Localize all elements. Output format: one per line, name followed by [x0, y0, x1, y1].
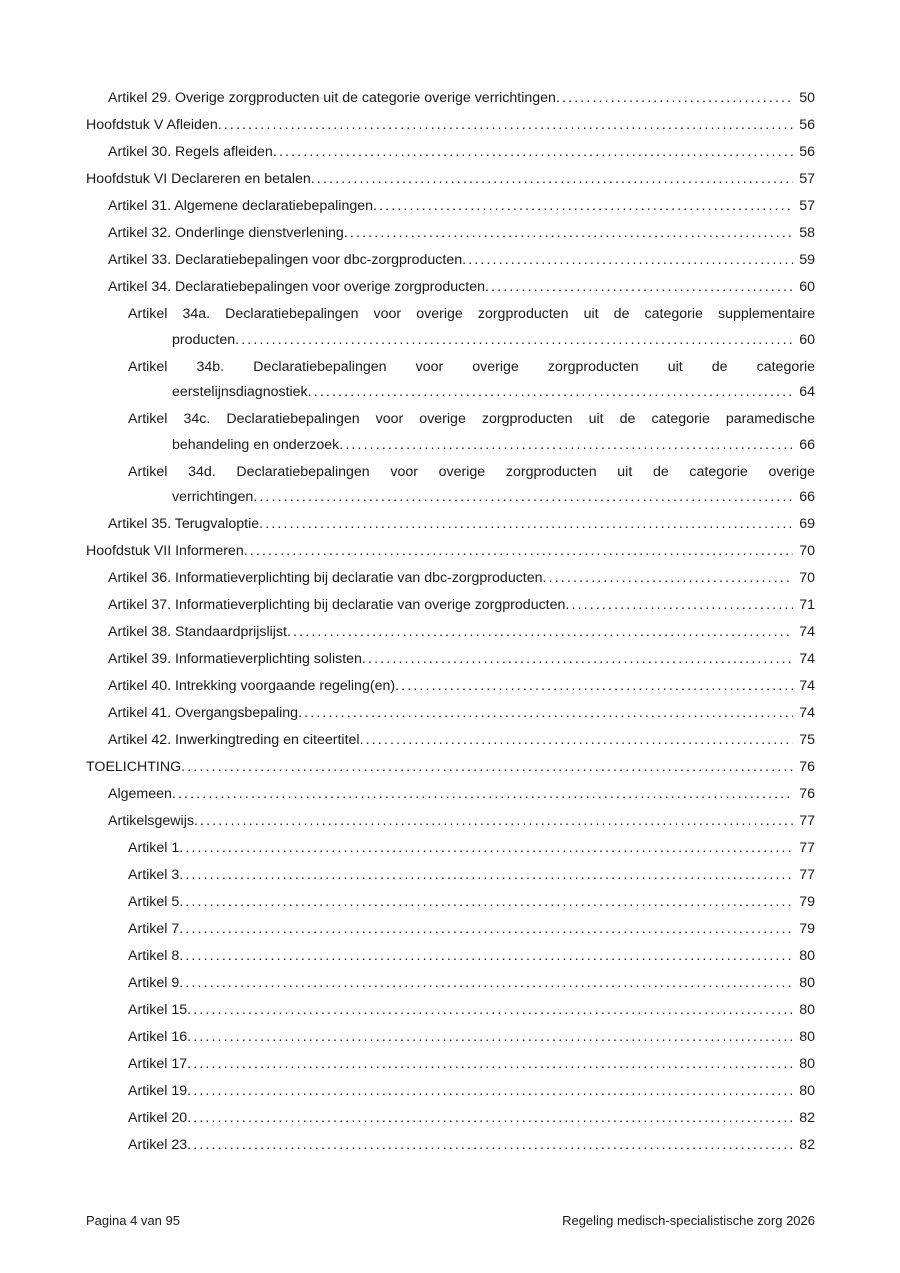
- dot-leader: [462, 248, 793, 274]
- toc-entry[interactable]: [86, 728, 815, 754]
- toc-entry[interactable]: [86, 275, 815, 301]
- toc-entry[interactable]: [86, 1106, 815, 1132]
- dot-leader: [565, 593, 793, 619]
- toc-entry-page: 60: [799, 279, 815, 295]
- toc-entry-title: Artikel 32. Onderlinge dienstverlening: [108, 225, 344, 241]
- toc-entry-page: 74: [799, 651, 815, 667]
- toc-entry-page: 56: [799, 144, 815, 160]
- toc-entry[interactable]: [86, 1025, 815, 1051]
- document-title: Regeling medisch-specialistische zorg 2026: [562, 1213, 815, 1228]
- toc-entry-title: Artikel 1: [128, 840, 180, 856]
- toc-entry[interactable]: [86, 539, 815, 565]
- toc-entry[interactable]: [86, 782, 815, 808]
- toc-entry-page: 76: [799, 759, 815, 775]
- dot-leader: [179, 836, 793, 862]
- toc-entry[interactable]: [86, 674, 815, 700]
- toc-entry-page: 80: [799, 975, 815, 991]
- toc-entry-page: 77: [799, 867, 815, 883]
- toc-entry-title: Algemeen: [108, 786, 172, 802]
- dot-leader: [339, 433, 793, 459]
- dot-leader: [179, 944, 793, 970]
- toc-entry[interactable]: [86, 863, 815, 889]
- toc-entry-page: 80: [799, 948, 815, 964]
- toc-entry[interactable]: [86, 566, 815, 592]
- toc-entry[interactable]: [86, 167, 815, 193]
- toc-entry[interactable]: [86, 593, 815, 619]
- toc-entry-page: 74: [799, 705, 815, 721]
- table-of-contents: [86, 86, 815, 1160]
- dot-leader: [172, 782, 793, 808]
- toc-entry-title: Artikel 41. Overgangsbepaling: [108, 705, 299, 721]
- page-footer: [86, 1213, 815, 1228]
- toc-entry-page: 75: [799, 732, 815, 748]
- toc-entry-page: 56: [799, 117, 815, 133]
- toc-entry[interactable]: [86, 809, 815, 835]
- dot-leader: [187, 1079, 793, 1105]
- dot-leader: [194, 809, 793, 835]
- toc-entry-page: 60: [799, 331, 815, 348]
- dot-leader: [362, 647, 793, 673]
- toc-entry[interactable]: [86, 836, 815, 862]
- dot-leader: [311, 167, 793, 193]
- toc-entry-page: 82: [799, 1137, 815, 1153]
- dot-leader: [179, 917, 793, 943]
- dot-leader: [344, 221, 793, 247]
- toc-entry-title: Artikel 5: [128, 894, 180, 910]
- toc-entry[interactable]: [86, 1133, 815, 1159]
- toc-entry-title: Artikel 35. Terugvaloptie: [108, 516, 260, 532]
- dot-leader: [179, 863, 793, 889]
- toc-entry-page: 50: [799, 90, 815, 106]
- toc-entry[interactable]: [86, 194, 815, 220]
- dot-leader: [187, 998, 793, 1024]
- toc-entry-title: Artikel 38. Standaardprijslijst: [108, 624, 287, 640]
- toc-entry-title: Artikel 9: [128, 975, 180, 991]
- toc-entry-title: Artikelsgewijs: [108, 813, 194, 829]
- toc-entry-title: Artikel 23: [128, 1137, 188, 1153]
- toc-entry-title: Artikel 20: [128, 1110, 188, 1126]
- toc-entry-title-line1: Artikel 34d. Declaratiebepalingen voor overige zorgproducten uit de categorie overige: [128, 463, 815, 480]
- toc-entry-title: Artikel 8: [128, 948, 180, 964]
- toc-entry[interactable]: [86, 302, 815, 353]
- toc-entry-title: Artikel 30. Regels afleiden: [108, 144, 273, 160]
- toc-entry-title-line2: verrichtingen: [172, 489, 254, 505]
- dot-leader: [287, 620, 793, 646]
- toc-entry[interactable]: [86, 755, 815, 781]
- toc-entry-page: 58: [799, 225, 815, 241]
- dot-leader: [259, 512, 793, 538]
- dot-leader: [373, 194, 793, 220]
- toc-entry[interactable]: [86, 1052, 815, 1078]
- toc-entry[interactable]: [86, 221, 815, 247]
- toc-entry-title: Artikel 19: [128, 1083, 188, 1099]
- dot-leader: [244, 539, 793, 565]
- toc-entry-page: 64: [799, 384, 815, 400]
- toc-entry[interactable]: [86, 944, 815, 970]
- toc-entry-page: 82: [799, 1110, 815, 1126]
- toc-entry-page: 80: [799, 1083, 815, 1099]
- toc-entry-page: 70: [799, 543, 815, 559]
- dot-leader: [360, 728, 793, 754]
- toc-entry-title: Artikel 37. Informatieverplichting bij declaratie van overige zorgproducten: [108, 597, 566, 613]
- toc-entry-title: Artikel 39. Informatieverplichting solisten: [108, 651, 362, 667]
- dot-leader: [253, 485, 793, 511]
- toc-entry-title: Artikel 34. Declaratiebepalingen voor overige zorgproducten: [108, 279, 485, 295]
- dot-leader: [187, 1052, 793, 1078]
- toc-entry-page: 74: [799, 624, 815, 640]
- toc-entry-page: 80: [799, 1029, 815, 1045]
- dot-leader: [187, 1133, 793, 1159]
- toc-entry-title: Artikel 36. Informatieverplichting bij declaratie van dbc-zorgproducten: [108, 570, 543, 586]
- toc-entry[interactable]: [86, 1079, 815, 1105]
- toc-entry[interactable]: [86, 620, 815, 646]
- toc-entry-page: 57: [799, 198, 815, 214]
- toc-entry-page: 76: [799, 786, 815, 802]
- toc-entry[interactable]: [86, 140, 815, 166]
- dot-leader: [181, 755, 793, 781]
- toc-entry-title-line2: producten: [172, 331, 236, 348]
- toc-entry[interactable]: [86, 407, 815, 458]
- toc-entry-page: 80: [799, 1056, 815, 1072]
- toc-entry[interactable]: [86, 917, 815, 943]
- toc-entry-title-line1: Artikel 34c. Declaratiebepalingen voor overige zorgproducten uit de categorie paramedische: [128, 411, 815, 427]
- dot-leader: [187, 1025, 793, 1051]
- toc-entry-title: Artikel 3: [128, 867, 180, 883]
- toc-entry-title: Hoofdstuk VII Informeren: [86, 543, 244, 559]
- toc-entry[interactable]: [86, 890, 815, 916]
- toc-entry-title-line2: eerstelijnsdiagnostiek: [172, 384, 308, 400]
- toc-entry[interactable]: [86, 86, 815, 112]
- dot-leader: [556, 86, 793, 112]
- toc-entry[interactable]: [86, 248, 815, 274]
- toc-entry[interactable]: [86, 460, 815, 511]
- toc-entry[interactable]: [86, 113, 815, 139]
- dot-leader: [273, 140, 793, 166]
- toc-entry-title: TOELICHTING: [86, 759, 182, 775]
- toc-entry-title: Artikel 42. Inwerkingtreding en citeertitel: [108, 732, 360, 748]
- dot-leader: [395, 674, 793, 700]
- dot-leader: [179, 971, 793, 997]
- toc-entry-page: 59: [799, 252, 815, 268]
- toc-entry-title: Artikel 15: [128, 1002, 188, 1018]
- toc-entry-title-line1: Artikel 34b. Declaratiebepalingen voor overige zorgproducten uit de categorie: [128, 358, 815, 375]
- toc-entry-title: Artikel 7: [128, 921, 180, 937]
- toc-entry-page: 79: [799, 894, 815, 910]
- toc-entry[interactable]: [86, 701, 815, 727]
- dot-leader: [308, 380, 793, 406]
- toc-entry-page: 70: [799, 570, 815, 586]
- toc-entry[interactable]: [86, 512, 815, 538]
- dot-leader: [187, 1106, 793, 1132]
- dot-leader: [485, 275, 793, 301]
- dot-leader: [218, 113, 793, 139]
- dot-leader: [235, 328, 793, 354]
- toc-entry-title: Hoofdstuk V Afleiden: [86, 117, 218, 133]
- toc-entry-page: 80: [799, 1002, 815, 1018]
- dot-leader: [543, 566, 793, 592]
- toc-entry-title-line1: Artikel 34a. Declaratiebepalingen voor overige zorgproducten uit de categorie supplementaire: [128, 306, 815, 322]
- dot-leader: [179, 890, 793, 916]
- dot-leader: [298, 701, 793, 727]
- toc-entry-title: Artikel 40. Intrekking voorgaande regeling(en): [108, 678, 396, 694]
- page-number: Pagina 4 van 95: [86, 1213, 180, 1228]
- toc-entry-title: Artikel 29. Overige zorgproducten uit de categorie overige verrichtingen: [108, 90, 556, 106]
- toc-entry[interactable]: [86, 647, 815, 673]
- toc-entry-title: Artikel 16: [128, 1029, 188, 1045]
- toc-entry-title: Artikel 31. Algemene declaratiebepalingen: [108, 198, 374, 214]
- toc-entry-title: Hoofdstuk VI Declareren en betalen: [86, 171, 311, 187]
- toc-entry-title: Artikel 33. Declaratiebepalingen voor dbc-zorgproducten: [108, 252, 463, 268]
- toc-entry-page: 77: [799, 813, 815, 829]
- toc-entry-page: 79: [799, 921, 815, 937]
- toc-entry-page: 71: [799, 597, 815, 613]
- toc-entry[interactable]: [86, 971, 815, 997]
- toc-entry-title: Artikel 17: [128, 1056, 188, 1072]
- toc-entry-page: 77: [799, 840, 815, 856]
- toc-entry-page: 74: [799, 678, 815, 694]
- toc-entry-page: 66: [799, 436, 815, 453]
- toc-entry[interactable]: [86, 355, 815, 406]
- toc-entry-page: 66: [799, 489, 815, 505]
- toc-entry[interactable]: [86, 998, 815, 1024]
- toc-entry-title-line2: behandeling en onderzoek: [172, 436, 340, 453]
- toc-entry-page: 69: [799, 516, 815, 532]
- toc-entry-page: 57: [799, 171, 815, 187]
